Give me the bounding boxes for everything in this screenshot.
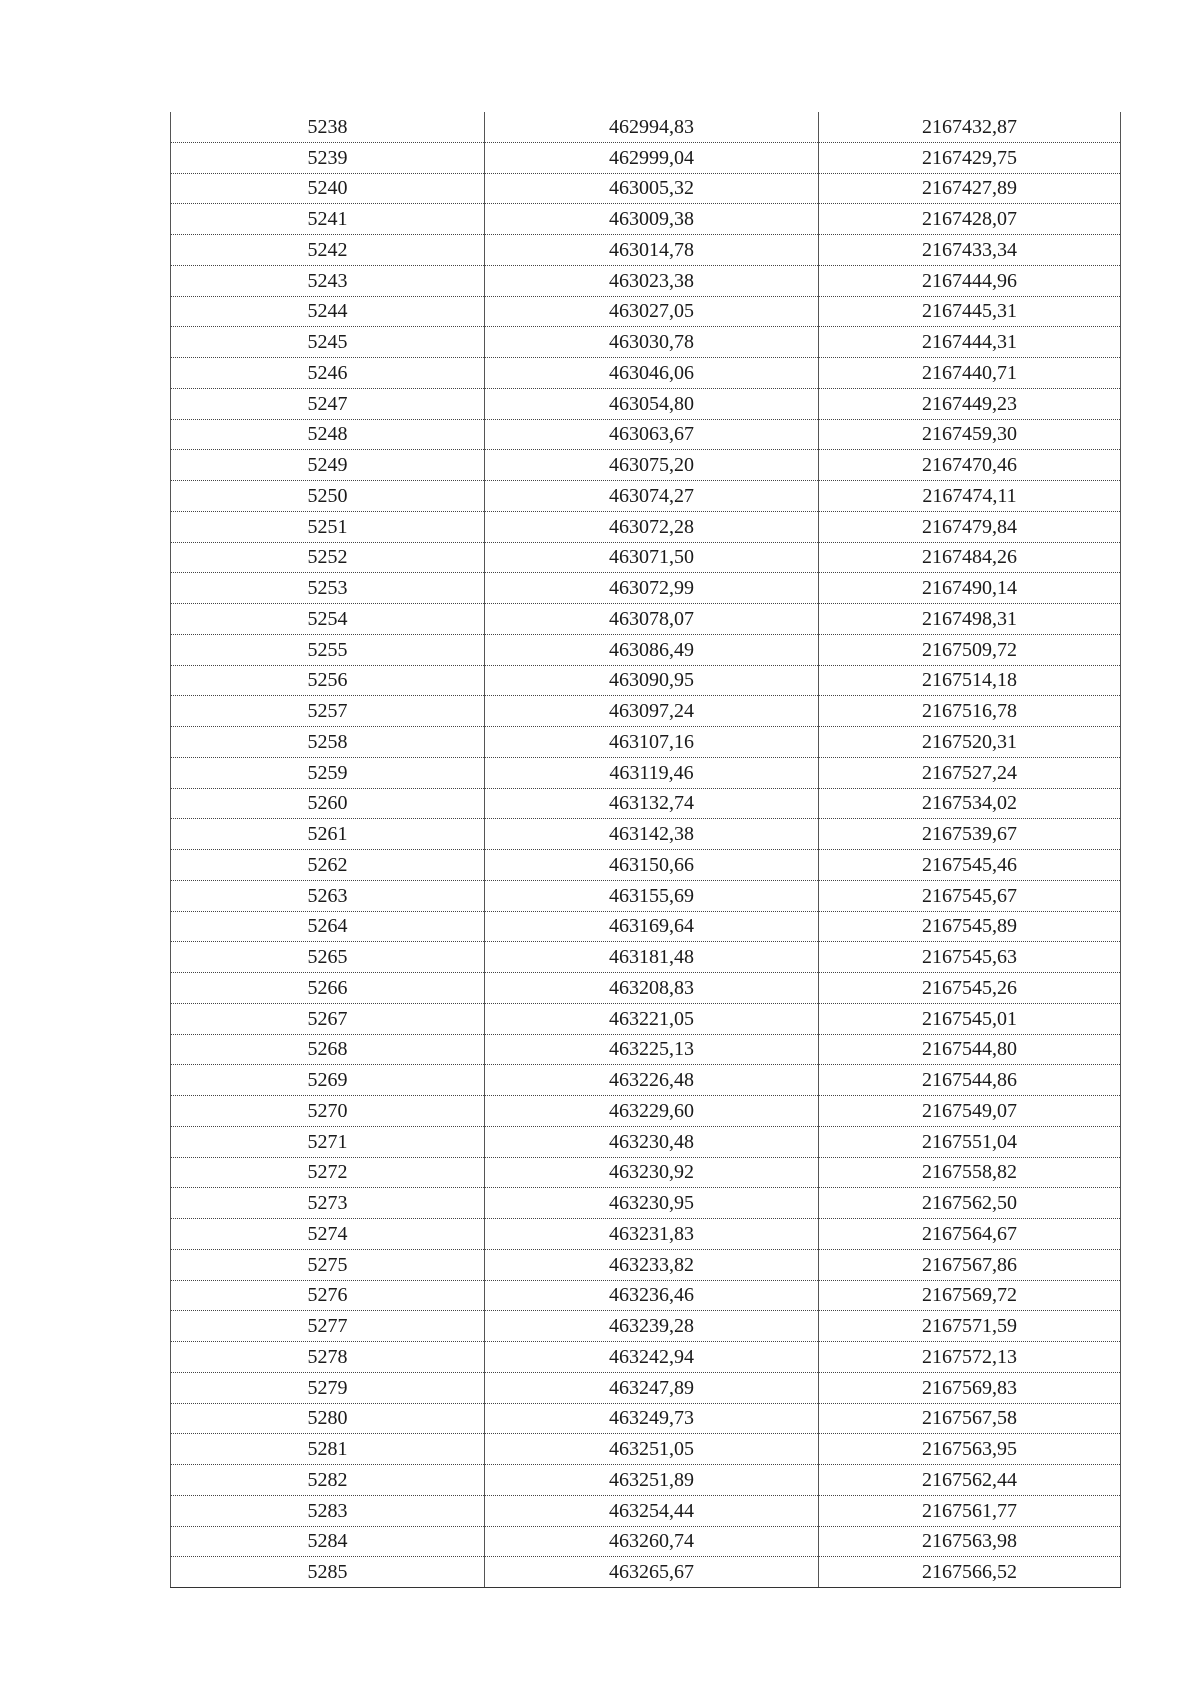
y-coordinate-cell: 2167567,58 (819, 1403, 1121, 1434)
point-number-cell: 5282 (171, 1465, 485, 1496)
table-row (171, 1526, 1121, 1557)
y-coordinate-cell: 2167440,71 (819, 358, 1121, 389)
table-row (171, 511, 1121, 542)
table-row (171, 204, 1121, 235)
table-row (171, 419, 1121, 450)
x-coordinate-cell: 463075,20 (485, 450, 819, 481)
point-number-cell: 5264 (171, 911, 485, 942)
point-number-cell: 5249 (171, 450, 485, 481)
table-row (171, 1096, 1121, 1127)
x-coordinate-cell: 463221,05 (485, 1003, 819, 1034)
x-coordinate-cell: 463251,05 (485, 1434, 819, 1465)
y-coordinate-cell: 2167490,14 (819, 573, 1121, 604)
x-coordinate-cell: 463063,67 (485, 419, 819, 450)
y-coordinate-cell: 2167444,31 (819, 327, 1121, 358)
point-number-cell: 5271 (171, 1126, 485, 1157)
point-number-cell: 5269 (171, 1065, 485, 1096)
point-number-cell: 5252 (171, 542, 485, 573)
coordinates-table-body (171, 112, 1121, 1588)
table-row (171, 850, 1121, 881)
x-coordinate-cell: 463208,83 (485, 973, 819, 1004)
y-coordinate-cell: 2167567,86 (819, 1249, 1121, 1280)
table-row (171, 235, 1121, 266)
x-coordinate-cell: 463230,48 (485, 1126, 819, 1157)
x-coordinate-cell: 463236,46 (485, 1280, 819, 1311)
x-coordinate-cell: 463242,94 (485, 1342, 819, 1373)
x-coordinate-cell: 463155,69 (485, 880, 819, 911)
y-coordinate-cell: 2167562,50 (819, 1188, 1121, 1219)
point-number-cell: 5246 (171, 358, 485, 389)
table-row (171, 634, 1121, 665)
table-row (171, 481, 1121, 512)
point-number-cell: 5241 (171, 204, 485, 235)
y-coordinate-cell: 2167566,52 (819, 1557, 1121, 1588)
point-number-cell: 5280 (171, 1403, 485, 1434)
table-row (171, 727, 1121, 758)
table-row (171, 973, 1121, 1004)
y-coordinate-cell: 2167539,67 (819, 819, 1121, 850)
y-coordinate-cell: 2167470,46 (819, 450, 1121, 481)
y-coordinate-cell: 2167545,01 (819, 1003, 1121, 1034)
table-row (171, 696, 1121, 727)
table-row (171, 142, 1121, 173)
table-row (171, 388, 1121, 419)
point-number-cell: 5254 (171, 604, 485, 635)
point-number-cell: 5266 (171, 973, 485, 1004)
x-coordinate-cell: 463142,38 (485, 819, 819, 850)
table-row (171, 1126, 1121, 1157)
x-coordinate-cell: 463009,38 (485, 204, 819, 235)
y-coordinate-cell: 2167569,72 (819, 1280, 1121, 1311)
y-coordinate-cell: 2167449,23 (819, 388, 1121, 419)
table-row (171, 1065, 1121, 1096)
table-row (171, 1557, 1121, 1588)
table-row (171, 1434, 1121, 1465)
y-coordinate-cell: 2167545,63 (819, 942, 1121, 973)
point-number-cell: 5260 (171, 788, 485, 819)
point-number-cell: 5270 (171, 1096, 485, 1127)
point-number-cell: 5244 (171, 296, 485, 327)
point-number-cell: 5243 (171, 265, 485, 296)
y-coordinate-cell: 2167572,13 (819, 1342, 1121, 1373)
point-number-cell: 5263 (171, 880, 485, 911)
x-coordinate-cell: 463097,24 (485, 696, 819, 727)
x-coordinate-cell: 463090,95 (485, 665, 819, 696)
point-number-cell: 5250 (171, 481, 485, 512)
point-number-cell: 5240 (171, 173, 485, 204)
x-coordinate-cell: 463181,48 (485, 942, 819, 973)
point-number-cell: 5279 (171, 1372, 485, 1403)
x-coordinate-cell: 463132,74 (485, 788, 819, 819)
table-row (171, 265, 1121, 296)
x-coordinate-cell: 463233,82 (485, 1249, 819, 1280)
x-coordinate-cell: 463005,32 (485, 173, 819, 204)
y-coordinate-cell: 2167459,30 (819, 419, 1121, 450)
y-coordinate-cell: 2167563,98 (819, 1526, 1121, 1557)
point-number-cell: 5278 (171, 1342, 485, 1373)
point-number-cell: 5247 (171, 388, 485, 419)
table-row (171, 665, 1121, 696)
y-coordinate-cell: 2167534,02 (819, 788, 1121, 819)
table-row (171, 1003, 1121, 1034)
y-coordinate-cell: 2167444,96 (819, 265, 1121, 296)
y-coordinate-cell: 2167527,24 (819, 757, 1121, 788)
x-coordinate-cell: 463107,16 (485, 727, 819, 758)
table-row (171, 819, 1121, 850)
point-number-cell: 5261 (171, 819, 485, 850)
x-coordinate-cell: 463150,66 (485, 850, 819, 881)
y-coordinate-cell: 2167545,46 (819, 850, 1121, 881)
table-row (171, 1219, 1121, 1250)
x-coordinate-cell: 463251,89 (485, 1465, 819, 1496)
y-coordinate-cell: 2167562,44 (819, 1465, 1121, 1496)
y-coordinate-cell: 2167545,89 (819, 911, 1121, 942)
x-coordinate-cell: 463023,38 (485, 265, 819, 296)
x-coordinate-cell: 463054,80 (485, 388, 819, 419)
point-number-cell: 5274 (171, 1219, 485, 1250)
x-coordinate-cell: 463229,60 (485, 1096, 819, 1127)
x-coordinate-cell: 463230,92 (485, 1157, 819, 1188)
table-row (171, 1403, 1121, 1434)
table-row (171, 1372, 1121, 1403)
point-number-cell: 5272 (171, 1157, 485, 1188)
table-row (171, 788, 1121, 819)
point-number-cell: 5281 (171, 1434, 485, 1465)
point-number-cell: 5267 (171, 1003, 485, 1034)
x-coordinate-cell: 463014,78 (485, 235, 819, 266)
point-number-cell: 5257 (171, 696, 485, 727)
table-row (171, 1311, 1121, 1342)
point-number-cell: 5256 (171, 665, 485, 696)
y-coordinate-cell: 2167549,07 (819, 1096, 1121, 1127)
point-number-cell: 5251 (171, 511, 485, 542)
x-coordinate-cell: 463078,07 (485, 604, 819, 635)
table-row (171, 450, 1121, 481)
y-coordinate-cell: 2167484,26 (819, 542, 1121, 573)
table-row (171, 604, 1121, 635)
x-coordinate-cell: 463030,78 (485, 327, 819, 358)
table-row (171, 880, 1121, 911)
point-number-cell: 5285 (171, 1557, 485, 1588)
table-row (171, 1249, 1121, 1280)
point-number-cell: 5276 (171, 1280, 485, 1311)
table-row (171, 1280, 1121, 1311)
x-coordinate-cell: 463072,28 (485, 511, 819, 542)
table-row (171, 942, 1121, 973)
y-coordinate-cell: 2167561,77 (819, 1495, 1121, 1526)
point-number-cell: 5284 (171, 1526, 485, 1557)
y-coordinate-cell: 2167544,80 (819, 1034, 1121, 1065)
table-row (171, 112, 1121, 142)
x-coordinate-cell: 463071,50 (485, 542, 819, 573)
point-number-cell: 5238 (171, 112, 485, 142)
point-number-cell: 5253 (171, 573, 485, 604)
x-coordinate-cell: 463265,67 (485, 1557, 819, 1588)
point-number-cell: 5242 (171, 235, 485, 266)
point-number-cell: 5273 (171, 1188, 485, 1219)
table-row (171, 296, 1121, 327)
y-coordinate-cell: 2167514,18 (819, 665, 1121, 696)
table-row (171, 173, 1121, 204)
y-coordinate-cell: 2167544,86 (819, 1065, 1121, 1096)
table-row (171, 542, 1121, 573)
y-coordinate-cell: 2167509,72 (819, 634, 1121, 665)
x-coordinate-cell: 463225,13 (485, 1034, 819, 1065)
y-coordinate-cell: 2167563,95 (819, 1434, 1121, 1465)
table-row (171, 1188, 1121, 1219)
point-number-cell: 5245 (171, 327, 485, 358)
x-coordinate-cell: 463086,49 (485, 634, 819, 665)
x-coordinate-cell: 462999,04 (485, 142, 819, 173)
x-coordinate-cell: 463027,05 (485, 296, 819, 327)
table-row (171, 358, 1121, 389)
x-coordinate-cell: 463239,28 (485, 1311, 819, 1342)
point-number-cell: 5262 (171, 850, 485, 881)
point-number-cell: 5265 (171, 942, 485, 973)
table-row (171, 1034, 1121, 1065)
x-coordinate-cell: 463231,83 (485, 1219, 819, 1250)
y-coordinate-cell: 2167516,78 (819, 696, 1121, 727)
x-coordinate-cell: 463119,46 (485, 757, 819, 788)
y-coordinate-cell: 2167445,31 (819, 296, 1121, 327)
point-number-cell: 5258 (171, 727, 485, 758)
coordinates-table (170, 112, 1121, 1588)
y-coordinate-cell: 2167545,67 (819, 880, 1121, 911)
point-number-cell: 5277 (171, 1311, 485, 1342)
x-coordinate-cell: 463247,89 (485, 1372, 819, 1403)
x-coordinate-cell: 463074,27 (485, 481, 819, 512)
y-coordinate-cell: 2167474,11 (819, 481, 1121, 512)
y-coordinate-cell: 2167545,26 (819, 973, 1121, 1004)
table-row (171, 327, 1121, 358)
point-number-cell: 5259 (171, 757, 485, 788)
table-row (171, 1495, 1121, 1526)
x-coordinate-cell: 462994,83 (485, 112, 819, 142)
y-coordinate-cell: 2167429,75 (819, 142, 1121, 173)
y-coordinate-cell: 2167569,83 (819, 1372, 1121, 1403)
y-coordinate-cell: 2167479,84 (819, 511, 1121, 542)
y-coordinate-cell: 2167551,04 (819, 1126, 1121, 1157)
x-coordinate-cell: 463169,64 (485, 911, 819, 942)
y-coordinate-cell: 2167564,67 (819, 1219, 1121, 1250)
y-coordinate-cell: 2167427,89 (819, 173, 1121, 204)
y-coordinate-cell: 2167428,07 (819, 204, 1121, 235)
x-coordinate-cell: 463249,73 (485, 1403, 819, 1434)
point-number-cell: 5255 (171, 634, 485, 665)
y-coordinate-cell: 2167498,31 (819, 604, 1121, 635)
table-row (171, 757, 1121, 788)
x-coordinate-cell: 463226,48 (485, 1065, 819, 1096)
x-coordinate-cell: 463046,06 (485, 358, 819, 389)
table-row (171, 1157, 1121, 1188)
point-number-cell: 5268 (171, 1034, 485, 1065)
table-row (171, 1342, 1121, 1373)
table-row (171, 573, 1121, 604)
y-coordinate-cell: 2167520,31 (819, 727, 1121, 758)
table-row (171, 1465, 1121, 1496)
point-number-cell: 5239 (171, 142, 485, 173)
table-row (171, 911, 1121, 942)
point-number-cell: 5248 (171, 419, 485, 450)
x-coordinate-cell: 463230,95 (485, 1188, 819, 1219)
y-coordinate-cell: 2167433,34 (819, 235, 1121, 266)
y-coordinate-cell: 2167571,59 (819, 1311, 1121, 1342)
point-number-cell: 5283 (171, 1495, 485, 1526)
y-coordinate-cell: 2167558,82 (819, 1157, 1121, 1188)
y-coordinate-cell: 2167432,87 (819, 112, 1121, 142)
x-coordinate-cell: 463072,99 (485, 573, 819, 604)
point-number-cell: 5275 (171, 1249, 485, 1280)
x-coordinate-cell: 463254,44 (485, 1495, 819, 1526)
x-coordinate-cell: 463260,74 (485, 1526, 819, 1557)
